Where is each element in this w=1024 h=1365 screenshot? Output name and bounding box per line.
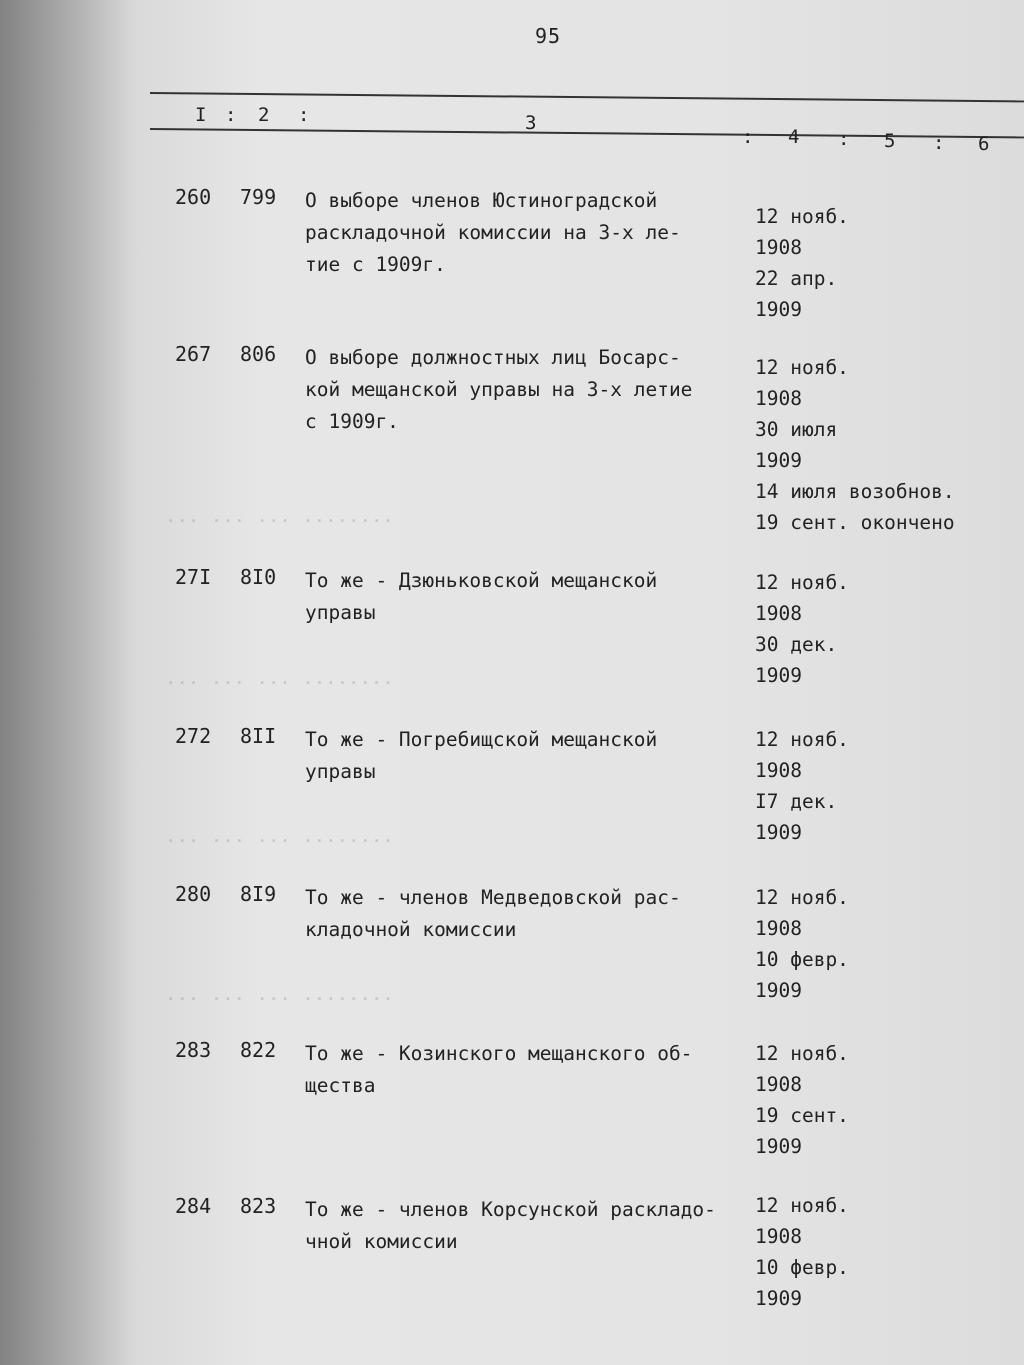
- date-line: 12 нояб.: [755, 1194, 849, 1217]
- column-separator: :: [838, 128, 852, 150]
- date-line: 1909: [755, 1287, 802, 1310]
- column-separator: :: [742, 126, 756, 148]
- date-line: 19 сент. окончено: [755, 511, 955, 534]
- file-number: 822: [240, 1038, 277, 1062]
- file-number: 806: [240, 342, 277, 366]
- entry-title: То же - членов Корсунской раскладо- чной комиссии: [305, 1198, 716, 1253]
- entry-title: То же - Дзюньковской мещанской управы: [305, 569, 658, 624]
- entry-title: То же - членов Медведовской рас- кладочной комиссии: [305, 886, 681, 941]
- entry-number: 260: [175, 185, 212, 209]
- entry-number: 267: [175, 342, 212, 366]
- entry-number: 272: [175, 724, 212, 748]
- column-separator: :: [933, 132, 947, 154]
- date-line: 1908: [755, 1225, 802, 1248]
- date-line: 12 нояб.: [755, 356, 849, 379]
- date-line: 1909: [755, 821, 802, 844]
- date-line: 1909: [755, 449, 802, 472]
- column-header-3: 3: [525, 112, 539, 134]
- date-line: 1908: [755, 236, 802, 259]
- page-number: 95: [535, 24, 562, 48]
- entry-dates: [755, 567, 1015, 691]
- entry-number: 283: [175, 1038, 212, 1062]
- date-line: 12 нояб.: [755, 571, 849, 594]
- bleed-through-text: ··· ··· ··· ········: [165, 672, 394, 694]
- date-line: 1908: [755, 917, 802, 940]
- column-header-6: 6: [978, 133, 992, 155]
- column-header-5: 5: [884, 130, 898, 152]
- entry-title: То же - Козинского мещанского об- щества: [305, 1042, 693, 1097]
- entry-title: То же - Погребищской мещанской управы: [305, 728, 658, 783]
- date-line: 1909: [755, 298, 802, 321]
- entry-dates: [755, 201, 1015, 325]
- column-separator: :: [225, 104, 239, 126]
- entry-number: 27I: [175, 565, 212, 589]
- file-number: 799: [240, 185, 277, 209]
- date-line: 1909: [755, 1135, 802, 1158]
- column-header-4: 4: [788, 126, 802, 148]
- entry-dates: [755, 724, 1015, 848]
- bleed-through-text: ··· ··· ··· ········: [165, 830, 394, 852]
- file-number: 8I0: [240, 565, 277, 589]
- date-line: 1908: [755, 759, 802, 782]
- date-line: I7 дек.: [755, 790, 838, 813]
- entry-dates: [755, 1038, 1015, 1162]
- date-line: 12 нояб.: [755, 205, 849, 228]
- bleed-through-text: ··· ··· ··· ········: [165, 510, 394, 532]
- entry-dates: [755, 1190, 1015, 1314]
- entry-dates: [755, 352, 1015, 538]
- date-line: 12 нояб.: [755, 886, 849, 909]
- date-line: 30 дек.: [755, 633, 838, 656]
- date-line: 12 нояб.: [755, 728, 849, 751]
- entry-title: О выборе членов Юстиноградской раскладочной комиссии на 3-х ле- тие с 1909г.: [305, 189, 681, 276]
- bleed-through-text: ··· ··· ··· ········: [165, 988, 394, 1010]
- date-line: 1908: [755, 387, 802, 410]
- column-header-1: I: [195, 104, 209, 126]
- file-number: 8I9: [240, 882, 277, 906]
- file-number: 8II: [240, 724, 277, 748]
- date-line: 1908: [755, 1073, 802, 1096]
- date-line: 30 июля: [755, 418, 838, 441]
- date-line: 1909: [755, 664, 802, 687]
- column-separator: :: [298, 104, 312, 126]
- entry-number: 284: [175, 1194, 212, 1218]
- file-number: 823: [240, 1194, 277, 1218]
- date-line: 10 февр.: [755, 1256, 849, 1279]
- date-line: 1909: [755, 979, 802, 1002]
- entry-dates: [755, 882, 1015, 1006]
- entry-number: 280: [175, 882, 212, 906]
- date-line: 10 февр.: [755, 948, 849, 971]
- header-rule-top: [150, 92, 1024, 102]
- date-line: 1908: [755, 602, 802, 625]
- book-gutter-shadow: [0, 0, 140, 1365]
- date-line: 19 сент.: [755, 1104, 849, 1127]
- date-line: 12 нояб.: [755, 1042, 849, 1065]
- date-line: 22 апр.: [755, 267, 838, 290]
- column-header-2: 2: [258, 104, 272, 126]
- entry-title: О выборе должностных лиц Босарс- кой мещанской управы на 3-х летие с 1909г.: [305, 346, 693, 433]
- date-line: 14 июля возобнов.: [755, 480, 955, 503]
